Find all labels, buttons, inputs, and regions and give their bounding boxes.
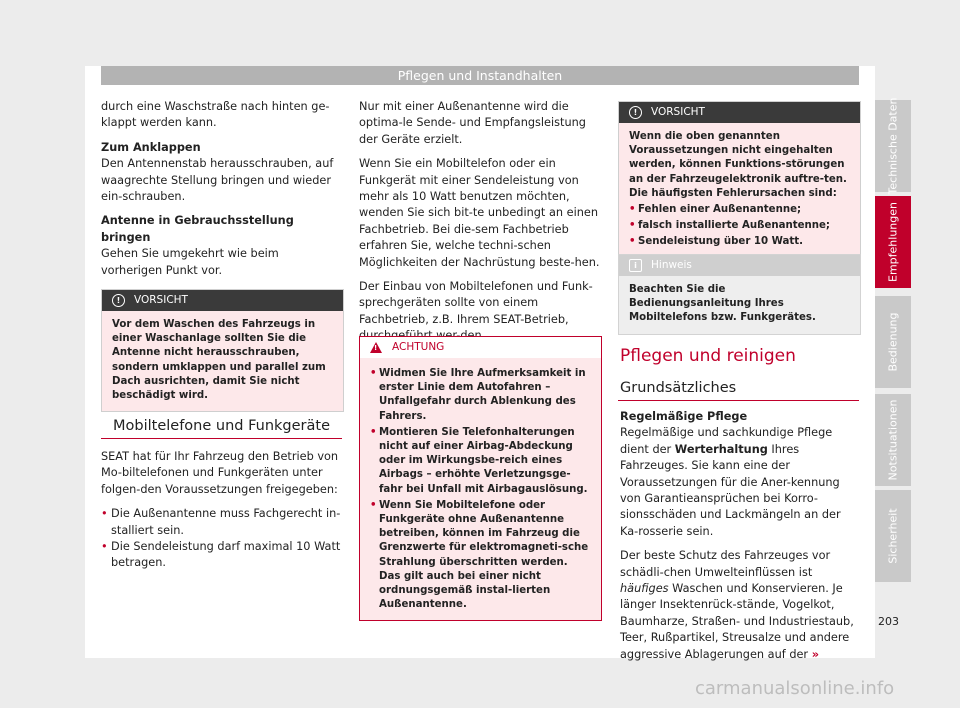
- info-icon: i: [629, 259, 642, 272]
- tab-sicherheit[interactable]: Sicherheit: [875, 490, 911, 582]
- subheading: Antenne in Gebrauchsstellung bringen: [101, 214, 294, 244]
- column-1: [101, 99, 343, 287]
- warning-box: [359, 336, 602, 621]
- column-2: [359, 99, 602, 353]
- continue-arrow-icon: »: [811, 647, 819, 661]
- info-circle-icon: !: [112, 294, 125, 307]
- warning-triangle-icon: !: [370, 342, 382, 353]
- caution-intro: Wenn die oben genannten Voraussetzungen nicht eingehalten werden, können Funktions-störungen an der Fahrzeugelektronik auftre-ten. Die häufigsten Fehlerursachen sind:: [629, 131, 847, 199]
- subheading: Zum Anklappen: [101, 140, 201, 154]
- paragraph: Nur mit einer Außenantenne wird die optima-le Sende- und Empfangsleistung der Geräte erzielt.: [359, 100, 586, 146]
- page-number: 203: [878, 615, 899, 628]
- section-divider: [618, 400, 859, 401]
- caution-box-1: [101, 289, 344, 412]
- page-header: Pflegen und Instandhalten: [101, 66, 859, 85]
- list-item: • Wenn Sie Mobiltelefone oder Funkgeräte ohne Außenantenne betreiben, können im Fahrzeug die Grenzwerte für elektromagneti-sche Strahlung überschritten werden. Das gilt auch bei einer nicht ordnungsgemäß instal-lierten Außenantenne.: [370, 499, 591, 613]
- tab-technische-daten[interactable]: Technische Daten: [875, 100, 911, 192]
- paragraph: Der beste Schutz des Fahrzeuges vor schädli-chen Umwelteinflüssen ist häufiges Waschen und Konservieren. Je länger Insektenrück-stände, Vogelkot, Baumharze, Straßen- und Industriestaub, Teer, Rußpartikel, Streusalze und andere aggressive Ablagerungen auf der »: [620, 549, 854, 661]
- caution-header: ! VORSICHT: [619, 102, 860, 123]
- bullet-list: [101, 506, 343, 572]
- section-divider: [101, 438, 342, 439]
- list-item: • Die Sendeleistung darf maximal 10 Watt betragen.: [101, 539, 343, 572]
- hint-text: Beachten Sie die Bedienungsanleitung Ihres Mobiltelefons bzw. Funkgerätes.: [629, 284, 816, 324]
- paragraph: Wenn Sie ein Mobiltelefon oder ein Funkgerät mit einer Sendeleistung von mehr als 10 Watt benutzen möchten, wenden Sie sich bit-te unbedingt an einen Fachbetrieb. Bei die-sem Fachbetrieb erfahren Sie, welche techni-schen Möglichkeiten der Nachrüstung beste-hen.: [359, 157, 600, 269]
- paragraph: durch eine Waschstraße nach hinten ge-klappt werden kann.: [101, 100, 330, 130]
- tab-bedienung[interactable]: Bedienung: [875, 296, 911, 388]
- paragraph: Regelmäßige und sachkundige Pflege dient der Werterhaltung Ihres Fahrzeuges. Sie kann eine der Voraussetzungen für die Aner-kennung von Garantieansprüchen bei Korro-sionsschäden und Lackmängeln an der Ka-rosserie sein.: [620, 426, 841, 538]
- paragraph: Den Antennenstab herausschrauben, auf waagrechte Stellung bringen und wieder ein-schrauben.: [101, 157, 334, 204]
- hint-header: i Hinweis: [619, 255, 860, 276]
- list-item: • Fehlen einer Außenantenne;: [629, 203, 850, 217]
- paragraph: SEAT hat für Ihr Fahrzeug den Betrieb von Mo-biltelefonen und Funkgeräten unter folgen-den Voraussetzungen freigegeben:: [101, 450, 339, 496]
- hint-box: [618, 254, 861, 335]
- list-item: • Sendeleistung über 10 Watt.: [629, 235, 850, 249]
- info-circle-icon: !: [629, 106, 642, 119]
- subheading: Regelmäßige Pflege: [620, 410, 748, 423]
- column-3: [620, 409, 860, 671]
- caution-header: ! VORSICHT: [102, 290, 343, 311]
- paragraph: Gehen Sie umgekehrt wie beim vorherigen Punkt vor.: [101, 247, 279, 277]
- list-item: • Die Außenantenne muss Fachgerecht in-stalliert sein.: [101, 506, 343, 539]
- column-1-lower: [101, 449, 343, 572]
- warning-text: [360, 358, 601, 620]
- caution-text: Vor dem Waschen des Fahrzeugs in einer Waschanlage sollten Sie die Antenne nicht herausschrauben, sondern umklappen und parallel zum Dach ausrichten, damit Sie nicht beschädigt wird.: [112, 319, 326, 402]
- paragraph: Der Einbau von Mobiltelefonen und Funk-sprechgeräten sollte von einem Fachbetrieb, z.B. Ihrem SEAT-Betrieb,: [359, 280, 593, 326]
- caution-box-2: [618, 101, 861, 259]
- list-item: • Montieren Sie Telefonhalterungen nicht auf einer Airbag-Abdeckung oder im Wirkungsbe-reich eines Airbags – erhöhte Verletzungsge-fahr bei Unfall mit Airbagauslösung.: [370, 426, 591, 497]
- caution-text: [619, 123, 860, 258]
- tab-notsituationen[interactable]: Notsituationen: [875, 394, 911, 486]
- section-title: Mobiltelefone und Funkgeräte: [113, 418, 330, 434]
- section-title: Grundsätzliches: [620, 380, 737, 396]
- warning-header: ! ACHTUNG: [360, 337, 601, 358]
- tab-empfehlungen[interactable]: Empfehlungen: [875, 196, 911, 288]
- list-item: • falsch installierte Außenantenne;: [629, 219, 850, 233]
- list-item: • Widmen Sie Ihre Aufmerksamkeit in erster Linie dem Autofahren – Unfallgefahr durch Ablenkung des Fahrers.: [370, 367, 591, 424]
- watermark: carmanualsonline.info: [695, 678, 895, 699]
- chapter-title: Pflegen und reinigen: [620, 346, 796, 366]
